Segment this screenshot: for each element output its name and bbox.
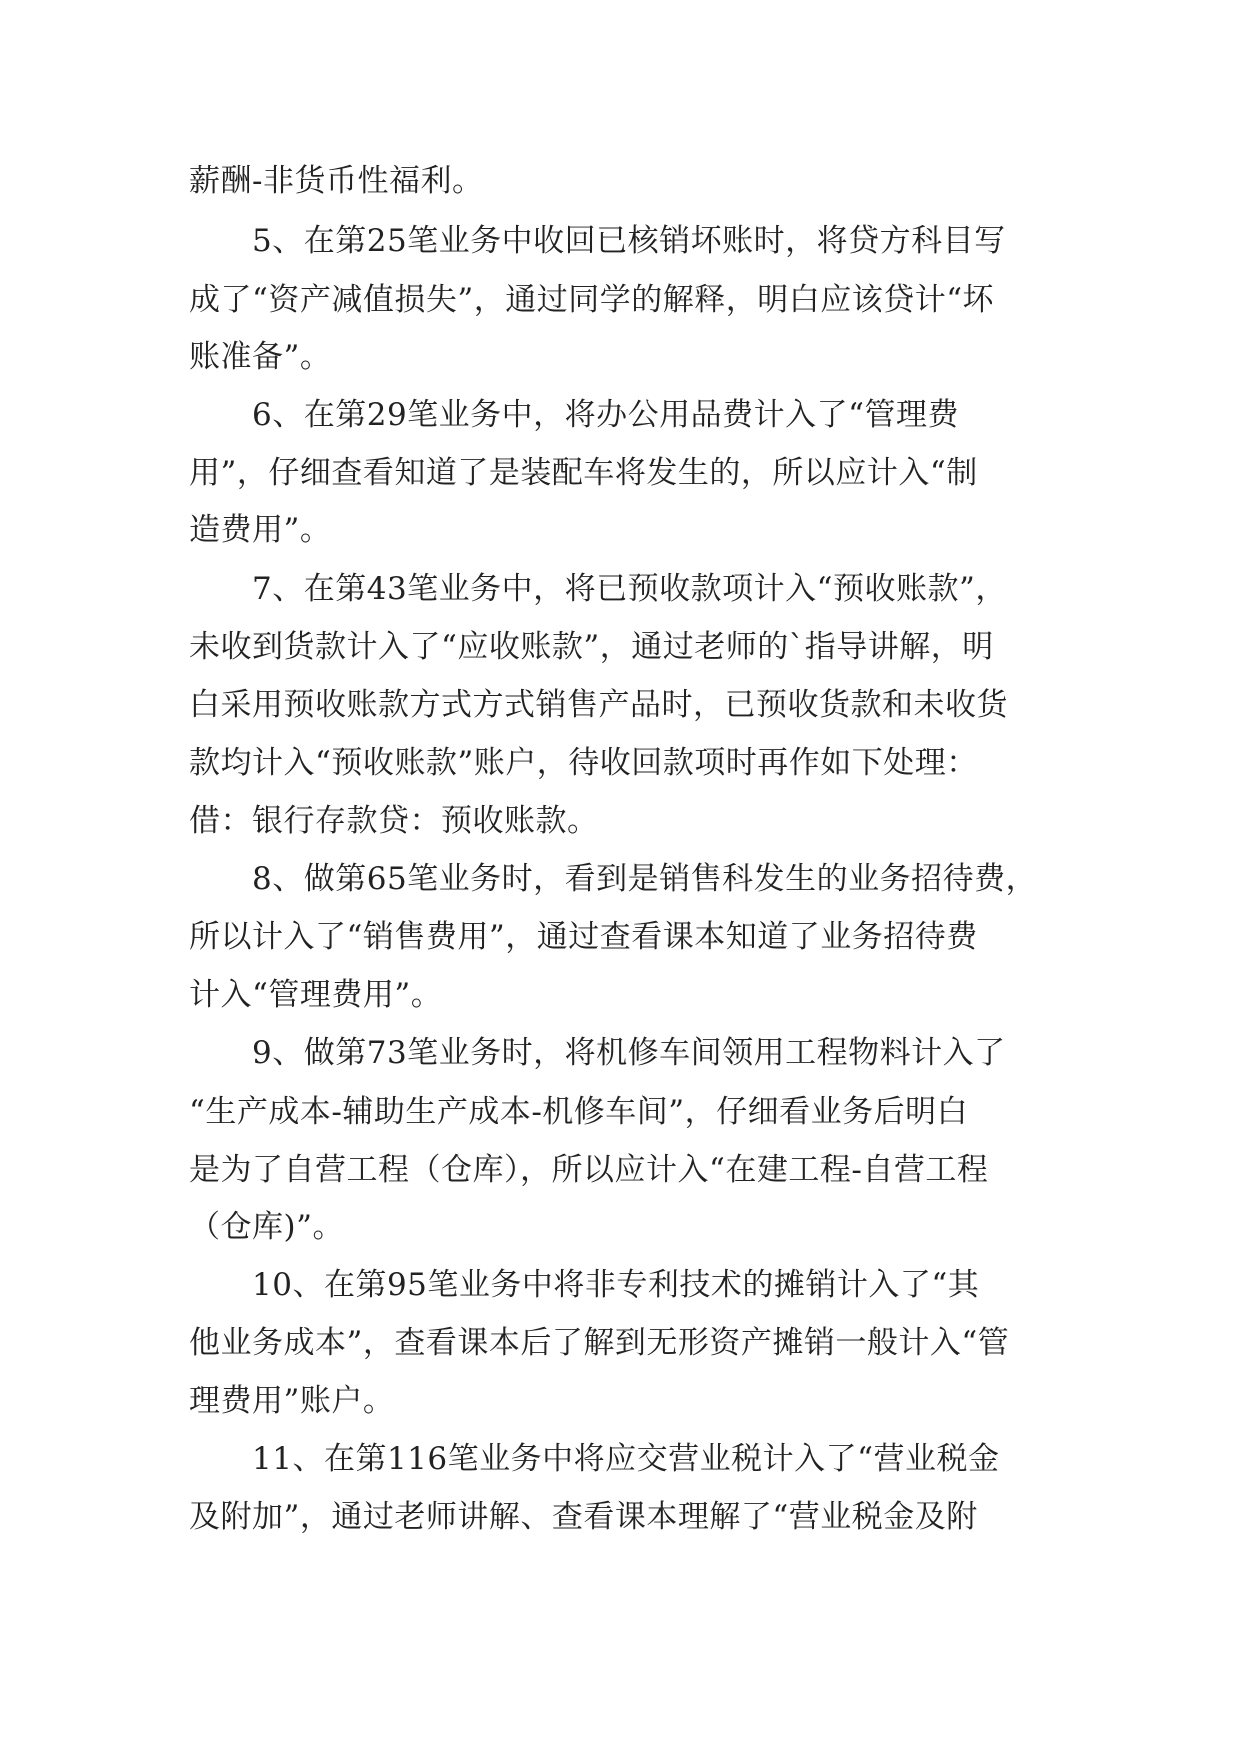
text-line: 及附加”，通过老师讲解、查看课本理解了“营业税金及附	[189, 1499, 978, 1535]
paragraph-11-start: 11、在第116笔业务中将应交营业税计入了“营业税金	[252, 1441, 1000, 1477]
text-line: “生产成本-辅助生产成本-机修车间”，仔细看业务后明白	[189, 1094, 969, 1130]
text-line: 白采用预收账款方式方式销售产品时，已预收货款和未收货	[189, 687, 1008, 723]
text-line: 计入“管理费用”。	[189, 977, 443, 1013]
paragraph-9-start: 9、做第73笔业务时，将机修车间领用工程物料计入了	[252, 1035, 1006, 1071]
paragraph-8-start: 8、做第65笔业务时，看到是销售科发生的业务招待费，	[252, 861, 1038, 897]
text-line: 所以计入了“销售费用”，通过查看课本知道了业务招待费	[189, 919, 978, 955]
text-line: （仓库)”。	[189, 1209, 344, 1245]
paragraph-5-start: 5、在第25笔业务中收回已核销坏账时，将贷方科目写	[252, 223, 1006, 259]
text-line: 成了“资产减值损失”，通过同学的解释，明白应该贷计“坏	[189, 282, 995, 318]
text-line: 用”，仔细查看知道了是装配车将发生的，所以应计入“制	[189, 455, 978, 491]
paragraph-10-start: 10、在第95笔业务中将非专利技术的摊销计入了“其	[252, 1267, 980, 1303]
text-line: 造费用”。	[189, 512, 332, 548]
text-line: 是为了自营工程（仓库），所以应计入“在建工程-自营工程	[189, 1152, 989, 1188]
text-line: 未收到货款计入了“应收账款”，通过老师的`指导讲解，明	[189, 629, 994, 665]
text-line: 他业务成本”，查看课本后了解到无形资产摊销一般计入“管	[189, 1325, 1010, 1361]
text-line: 款均计入“预收账款”账户，待收回款项时再作如下处理：	[189, 745, 978, 781]
text-line: 薪酬-非货币性福利。	[189, 163, 484, 199]
text-line: 账准备”。	[189, 339, 332, 375]
text-line: 理费用”账户。	[189, 1383, 395, 1419]
paragraph-7-start: 7、在第43笔业务中，将已预收款项计入“预收账款”，	[252, 571, 1007, 607]
paragraph-6-start: 6、在第29笔业务中，将办公用品费计入了“管理费	[252, 397, 960, 433]
text-line: 借：银行存款贷：预收账款。	[189, 803, 599, 839]
